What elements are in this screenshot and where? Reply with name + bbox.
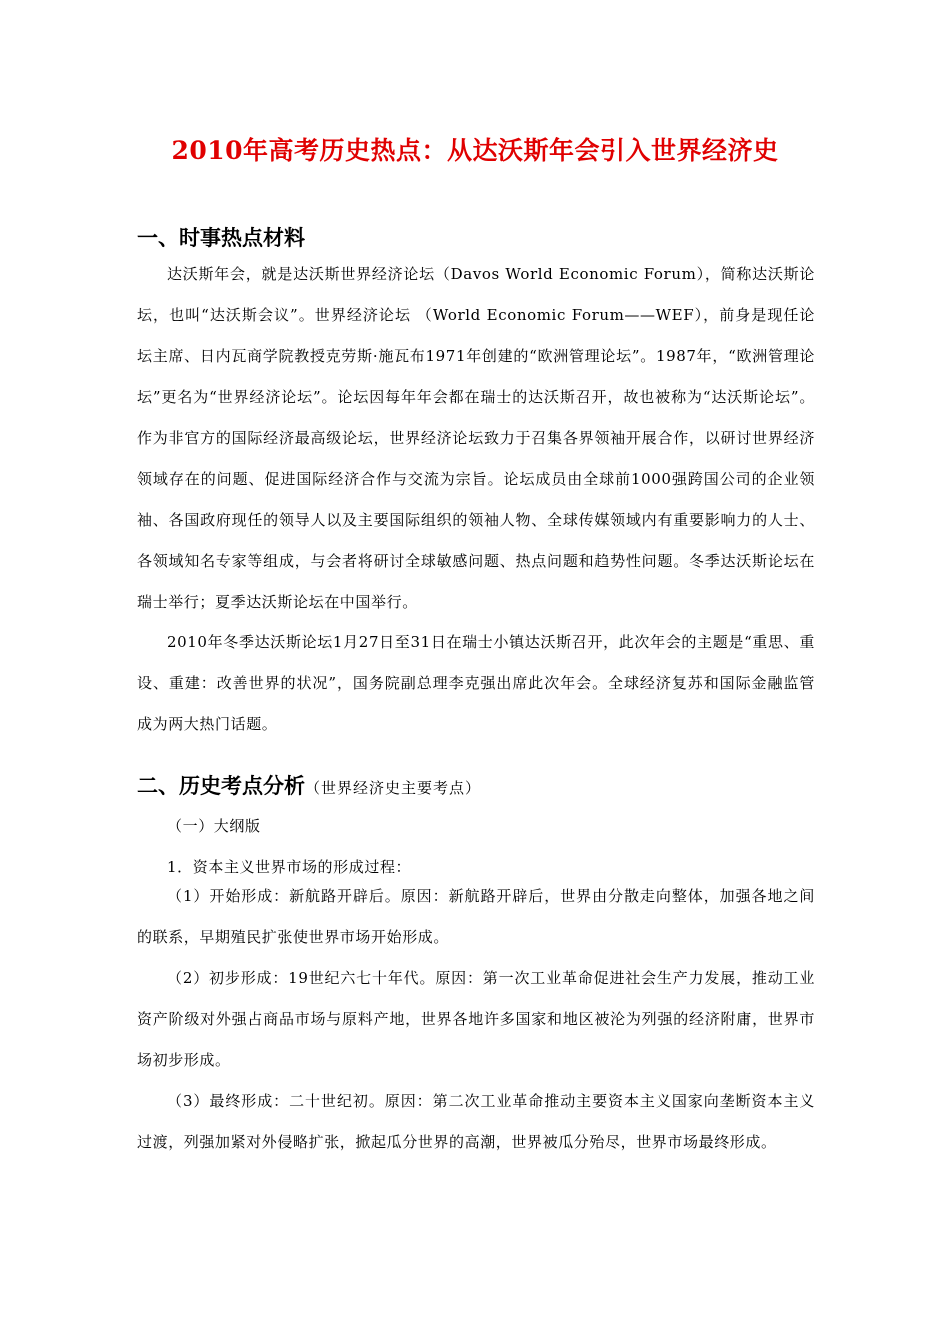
section-heading-analysis [137,770,817,804]
paragraph-davos-2010: 2010年冬季达沃斯论坛1月27日至31日在瑞士小镇达沃斯召开，此次年会的主题是“重思、重设、重建：改善世界的状况”，国务院副总理李克强出席此次年会。全球经济复苏和国际金融监管成为两大热门话题。 [137,633,815,733]
paragraph-davos-intro: 达沃斯年会，就是达沃斯世界经济论坛（Davos World Economic Forum），简称达沃斯论坛，也叫“达沃斯会议”。世界经济论坛 （World Economic Forum——WEF），前身是现任论坛主席、日内瓦商学院教授克劳斯·施瓦布1971年创建的“欧洲管理论坛”。1987年，“欧洲管理论坛”更名为“世界经济论坛”。论坛因每年年会都在瑞士的达沃斯召开，故也被称为“达沃斯论坛”。作为非官方的国际经济最高级论坛，世界经济论坛致力于召集各界领袖开展合作，以研讨世界经济领域存在的问题、促进国际经济合作与交流为宗旨。论坛成员由全球前1000强跨国公司的企业领袖、各国政府现任的领导人以及主要国际组织的领袖人物、全球传媒领域内有重要影响力的人士、各领域知名专家等组成，与会者将研讨全球敏感问题、热点问题和趋势性问题。冬季达沃斯论坛在瑞士举行；夏季达沃斯论坛在中国举行。 [137,265,815,611]
point-initial-formation: （2）初步形成：19世纪六七十年代。原因：第一次工业革命促进社会生产力发展，推动工业资产阶级对外强占商品市场与原料产地，世界各地许多国家和地区被沦为列强的经济附庸，世界市场初步形成。 [137,969,815,1069]
document-title: 2010年高考历史热点：从达沃斯年会引入世界经济史 [171,136,779,165]
item-title-world-market: 1．资本主义世界市场的形成过程： [167,858,412,876]
section-heading-hot-topic [137,222,817,254]
point-final-formation: （3）最终形成：二十世纪初。原因：第二次工业革命推动主要资本主义国家向垄断资本主义过渡，列强加紧对外侵略扩张，掀起瓜分世界的高潮，世界被瓜分殆尽，世界市场最终形成。 [137,1092,815,1151]
section-heading-text: 二、历史考点分析 [137,774,305,798]
subheading-outline-edition: （一）大纲版 [167,817,261,835]
section-heading-note: （世界经济史主要考点） [305,779,482,797]
point-start-formation: （1）开始形成：新航路开辟后。原因：新航路开辟后，世界由分散走向整体，加强各地之间的联系，早期殖民扩张使世界市场开始形成。 [137,887,815,946]
section-heading-text: 一、时事热点材料 [137,226,305,250]
